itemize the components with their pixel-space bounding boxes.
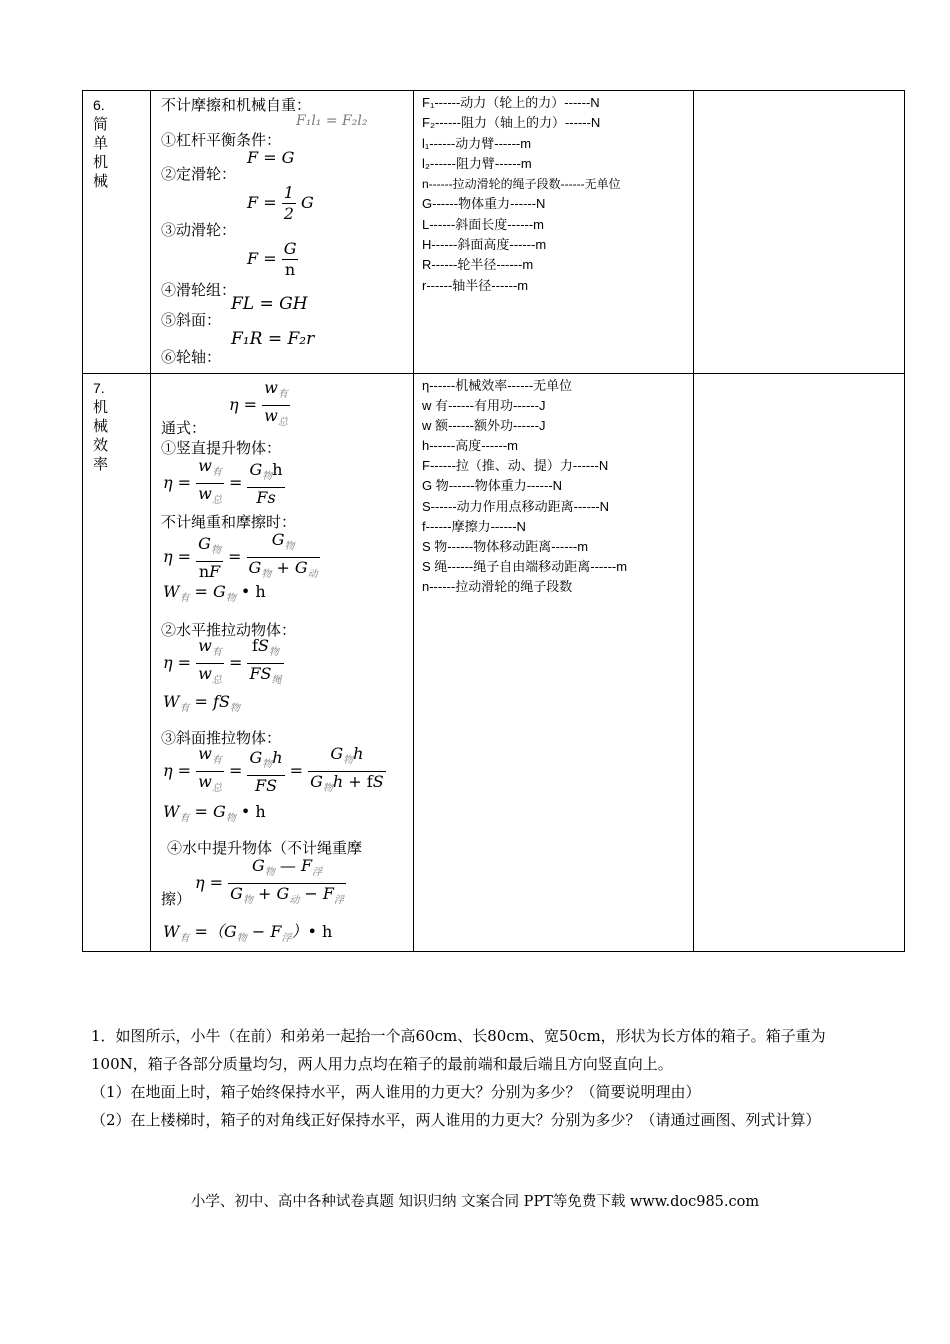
section-6-variables — [414, 91, 694, 374]
formula-horizontal: η = $\frac{w_有}{w_总}$ = $\frac{fS_物}{FS_绳}$ — [163, 636, 282, 686]
item-incline: ⑤斜面： — [161, 311, 222, 329]
var-line: l₂------阻力臂------m — [422, 155, 532, 171]
formula-general: η = $\frac{w_有}{w_总}$ — [229, 378, 288, 428]
var-line: r------轴半径------m — [422, 277, 529, 293]
intro-text: 不计摩擦和机械自重： — [161, 96, 312, 114]
formula-block: F = $\frac{G}{n}$ — [247, 239, 297, 279]
label-water-tail: 擦） — [161, 890, 192, 908]
problem-1 — [91, 1022, 871, 1134]
formula-useful-work-2: $W_有 = fS_物$ — [163, 692, 240, 714]
section-6-formulas — [151, 91, 414, 374]
label-vertical: ①竖直提升物体： — [161, 439, 282, 457]
section-6-row — [83, 91, 905, 374]
var-line: h------高度------m — [422, 438, 519, 454]
formula-movable: F = $\frac{1}{2}$ G — [247, 183, 314, 223]
page-footer: 小学、初中、高中各种试卷真题 知识归纳 文案合同 PPT等免费下载 www.doc985.com — [190, 1194, 760, 1210]
var-line: F₁------动力（轮上的力）------N — [422, 95, 600, 110]
problem-stem: 1．如图所示，小牛（在前）和弟弟一起抬一个高60cm、长80cm、宽50cm，形状为长方体的箱子。箱子重为100N，箱子各部分质量均匀，两人用力点均在箱子的最前端和最后端且方向竖直向上。 — [91, 1027, 826, 1073]
section-number: 7. — [93, 380, 105, 396]
var-line: L------斜面长度------m — [422, 216, 545, 232]
var-line: η------机械效率------无单位 — [422, 378, 573, 393]
item-fixed-pulley: ②定滑轮： — [161, 165, 237, 183]
var-line: l₁------动力臂------m — [422, 135, 532, 151]
section-6-empty — [694, 91, 905, 374]
var-line: G------物体重力------N — [422, 196, 546, 212]
section-number: 6. — [93, 97, 105, 113]
label-general: 通式： — [161, 419, 207, 437]
var-line: F₂------阻力（轴上的力）------N — [422, 115, 601, 131]
var-line: w 有------有用功------J — [422, 398, 546, 414]
formula-useful-work-3: $W_有 = G_物$ • h — [163, 802, 266, 824]
problem-question-2: （2）在上楼梯时，箱子的对角线正好保持水平，两人谁用的力更大？分别为多少？（请通过画图、列式计算） — [91, 1111, 821, 1129]
item-wheel-axle: ⑥轮轴： — [161, 348, 222, 366]
var-line: n------拉动滑轮的绳子段数 — [422, 578, 573, 594]
item-movable-pulley: ③动滑轮： — [161, 221, 237, 239]
var-line: f------摩擦力------N — [422, 518, 526, 534]
label-no-friction: 不计绳重和摩擦时： — [161, 513, 297, 531]
var-line: S 绳------绳子自由端移动距离------m — [422, 558, 628, 574]
item-pulley-block: ④滑轮组： — [161, 281, 237, 299]
formula-fixed: F = G — [247, 148, 295, 167]
section-name: 机械效率 — [93, 398, 109, 473]
var-line: S 物------物体移动距离------m — [422, 538, 589, 554]
label-horizontal: ②水平推拉动物体： — [161, 621, 297, 639]
label-incline: ③斜面推拉物体： — [161, 729, 282, 747]
var-line: G 物------物体重力------N — [422, 478, 563, 494]
formula-lever: F₁l₁ = F₂l₂ — [296, 113, 368, 129]
item-lever: ①杠杆平衡条件： — [161, 131, 282, 149]
formula-incline: η = $\frac{w_有}{w_总}$ = $\frac{G_物h}{FS}$ = $\frac{G_物h}{G_物h + fS}$ — [163, 744, 384, 795]
section-7-row — [83, 374, 905, 952]
section-7-empty — [694, 374, 905, 952]
label-water: ④水中提升物体（不计绳重摩 — [167, 839, 363, 857]
section-7-header — [83, 374, 151, 952]
var-line: w 额------额外功------J — [422, 418, 546, 434]
var-line: H------斜面高度------m — [422, 237, 547, 253]
formula-water: η = $\frac{G_物 — F_浮}{G_物 + G_动 - F_浮}$ — [195, 856, 344, 906]
formula-table — [82, 90, 905, 952]
formula-useful-work-4: $W_有 =(G_物$ − $F_浮)•$ h — [163, 922, 333, 944]
formula-no-friction: η = $\frac{G_物}{nF}$ = $\frac{G_物}{G_物 + G_动}$ — [163, 530, 318, 581]
section-6-header — [83, 91, 151, 374]
problem-question-1: （1）在地面上时，箱子始终保持水平，两人谁用的力更大？分别为多少？（简要说明理由） — [91, 1083, 701, 1101]
formula-useful-work-1: $W_有 = G_物$ • h — [163, 582, 266, 604]
section-7-variables — [414, 374, 694, 952]
formula-vertical: η = $\frac{w_有}{w_总}$ = $\frac{G_物h}{Fs}$ — [163, 456, 283, 507]
section-7-formulas — [151, 374, 414, 952]
formula-wheel: F₁R = F₂r — [231, 329, 315, 349]
var-line: n------拉动滑轮的绳子段数------无单位 — [422, 177, 621, 192]
var-line: R------轮半径------m — [422, 257, 534, 273]
formula-incline: FL = GH — [231, 294, 308, 314]
var-line: F------拉（推、动、提）力------N — [422, 458, 609, 474]
section-name: 简单机械 — [93, 115, 109, 190]
var-line: S------动力作用点移动距离------N — [422, 498, 610, 514]
